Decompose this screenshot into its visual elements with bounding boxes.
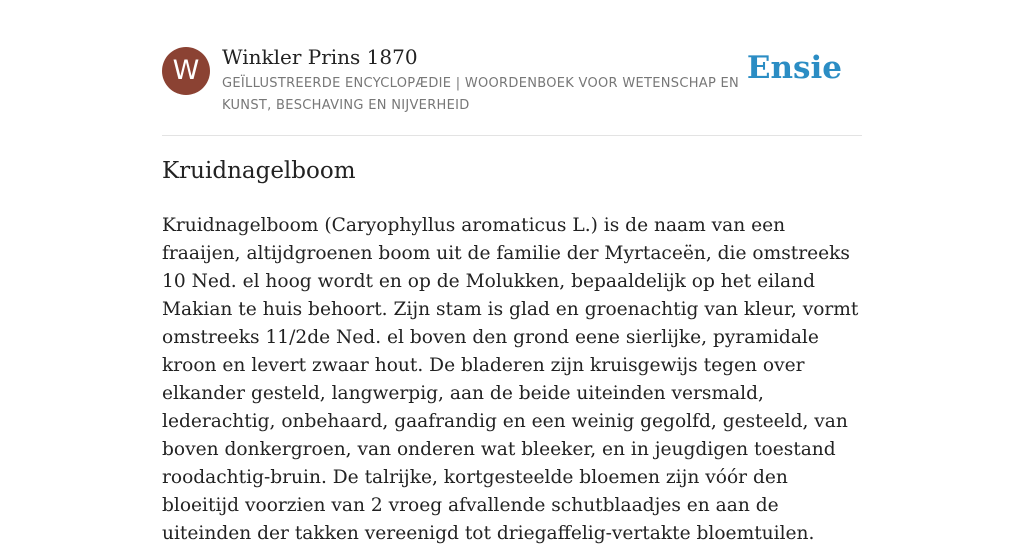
avatar[interactable]: W: [162, 47, 210, 95]
article-title: Kruidnagelboom: [162, 158, 356, 184]
source-title[interactable]: Winkler Prins 1870: [222, 45, 418, 69]
article-body: Kruidnagelboom (Caryophyllus aromaticus L.) is de naam van een fraaijen, altijdgroenen boom uit de familie der Myrtaceën, die omstreeks 10 Ned. el hoog wordt en op de Molukken, bepaaldelijk op het eiland Makian te huis behoort. Zijn stam is glad en groenachtig van kleur, vormt omstreeks 11/2de Ned. el boven den grond eene sierlijke, pyramidale kroon en levert zwaar hout. De bladeren zijn kruisgewijs tegen over elkander gesteld, langwerpig, aan de beide uiteinden versmald, lederachtig, onbehaard, gaafrandig en een weinig gegolfd, gesteeld, van boven donkergroen, van onderen wat bleeker, en in jeugdigen toestand roodachtig-bruin. De talrijke, kortgesteelde bloemen zijn vóór den bloeitijd voorzien van 2 vroeg afvallende schutblaadjes en aan de uiteinden der takken vereenigd tot driegaffelig-vertakte bloemtuilen.: [162, 215, 859, 544]
source-header: [162, 0, 862, 136]
page: [162, 0, 862, 544]
brand-logo[interactable]: Ensie: [746, 50, 842, 86]
source-subtitle: GEÏLLUSTREERDE ENCYCLOPÆDIE | WOORDENBOEK VOOR WETENSCHAP EN KUNST, BESCHAVING EN NIJVERHEID: [222, 76, 740, 113]
